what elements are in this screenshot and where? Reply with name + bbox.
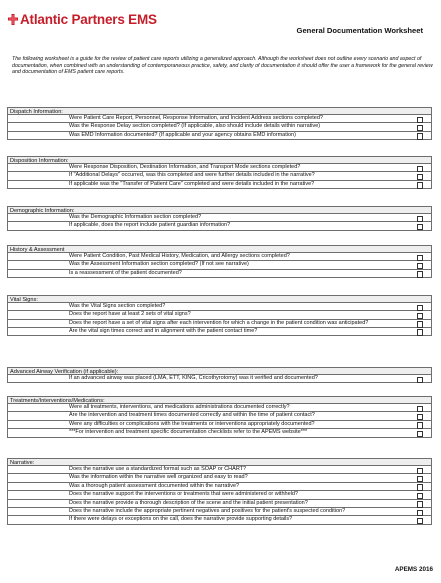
checklist-row — [7, 303, 432, 311]
checklist-row — [7, 270, 432, 278]
checkbox[interactable] — [417, 406, 424, 413]
checkbox[interactable] — [417, 484, 424, 491]
checkbox[interactable] — [417, 216, 424, 223]
checklist-question: Were any difficulties or complications with the treatments or interventions appropriately documented? — [69, 420, 315, 427]
section-treatments — [7, 396, 432, 438]
section-title: Demographic Information: — [7, 206, 432, 214]
checkbox[interactable] — [417, 133, 424, 140]
checkbox[interactable] — [417, 174, 424, 181]
checklist-question: Does the narrative use a standardized format such as SOAP or CHART? — [69, 466, 247, 472]
checklist-question: Were Response Disposition, Destination Information, and Transport Mode sections completed? — [69, 164, 301, 170]
section-advanced-airway — [7, 367, 432, 383]
checklist-question: Was the information within the narrative well organized and easy to read? — [69, 474, 248, 481]
checkbox[interactable] — [417, 271, 424, 278]
checkbox[interactable] — [417, 305, 424, 312]
checkbox[interactable] — [417, 263, 424, 270]
checklist-question: If "Additional Delays" occurred, was this completed and were further details included in the narrative? — [69, 172, 315, 179]
checklist-row — [7, 508, 432, 516]
intro-paragraph: The following worksheet is a guide for the review of patient care reports utilizing a generalized approach. Although the worksheet does not outline every scenario and aspect of documentation, when combined with an understanding of contemporaneous practice, safety, and clarity of documentation it should offer the user a framework for the general review and documentation of EMS patient care reports. — [12, 56, 433, 76]
section-history-assessment — [7, 245, 432, 278]
checklist-row — [7, 404, 432, 412]
section-dispatch — [7, 107, 432, 140]
section-title: Disposition Information: — [7, 156, 432, 164]
checklist-row — [7, 320, 432, 328]
section-disposition — [7, 156, 432, 189]
checklist-question: Are the intervention and treatment times documented correctly and within the time of patient contact? — [69, 412, 315, 419]
checkbox[interactable] — [417, 117, 424, 124]
checkbox[interactable] — [417, 166, 424, 173]
header — [8, 8, 433, 35]
checklist-question: If there were delays or exceptions on the call, does the narrative provide supporting details? — [69, 516, 293, 523]
checklist-question: Are the vital sign times correct and in alignment with the patient contact time? — [69, 327, 258, 334]
checkbox[interactable] — [417, 422, 424, 429]
checklist-question: ***For intervention and treatment specific documentation checklists refer to the APEMS website*** — [69, 429, 308, 436]
checklist-row — [7, 172, 432, 180]
checkbox[interactable] — [417, 468, 424, 475]
document-title: General Documentation Worksheet — [296, 26, 423, 35]
checklist-row — [7, 412, 432, 420]
checklist-row — [7, 181, 432, 189]
checkbox[interactable] — [417, 377, 424, 384]
checklist-row — [7, 474, 432, 482]
checklist-question: Were all treatments, interventions, and medications administrations documented correctly? — [69, 404, 290, 410]
checkbox[interactable] — [417, 414, 424, 421]
section-narrative — [7, 458, 432, 525]
checklist-question: Does the report have a set of vital signs after each intervention for which a change in the patient condition was anticipated? — [69, 319, 369, 326]
checklist-row — [7, 123, 432, 131]
checklist-question: Was a thorough patient assessment documented within the narrative? — [69, 482, 240, 489]
checkbox[interactable] — [417, 255, 424, 262]
checkbox[interactable] — [417, 510, 424, 517]
checklist-row — [7, 421, 432, 429]
logo — [8, 12, 157, 27]
checklist-question: Does the narrative support the interventions or treatments that were administered or withheld? — [69, 491, 298, 498]
section-title: Vital Signs: — [7, 295, 432, 303]
checklist-question: Were Patient Condition, Past Medical History, Medication, and Allergy sections completed? — [69, 253, 290, 259]
checkbox[interactable] — [417, 476, 424, 483]
checklist-question: Was the Response Delay section completed? (If applicable, also should include details within narrative) — [69, 123, 321, 130]
checklist-row — [7, 328, 432, 336]
checklist-question: Does the narrative include the appropriate pertinent negatives and positives for the patient's suspected condition? — [69, 508, 346, 515]
checkbox[interactable] — [417, 321, 424, 328]
checkbox[interactable] — [417, 329, 424, 336]
checklist-row — [7, 516, 432, 524]
checklist-question: Was the Vital Signs section completed? — [69, 303, 166, 309]
checklist-row — [7, 115, 432, 123]
checklist-question: Was the Demographic Information section completed? — [69, 214, 202, 220]
checkbox[interactable] — [417, 224, 424, 231]
checklist-row — [7, 429, 432, 437]
checklist-row — [7, 164, 432, 172]
section-title: History & Assessment — [7, 245, 432, 253]
checkbox[interactable] — [417, 182, 424, 189]
checklist-question: Were Patient Care Report, Personnel, Response Information, and Incident Address sections completed? — [69, 115, 323, 121]
checklist-question: Is a reassessment of the patient documented? — [69, 269, 182, 276]
checkbox[interactable] — [417, 431, 424, 438]
checklist-row — [7, 214, 432, 222]
checkbox[interactable] — [417, 501, 424, 508]
footer-label: APEMS 2016 — [394, 566, 433, 573]
checkbox[interactable] — [417, 518, 424, 525]
checklist-row — [7, 500, 432, 508]
checkbox[interactable] — [417, 313, 424, 320]
checklist-row — [7, 222, 432, 230]
checklist-row — [7, 253, 432, 261]
checklist-row — [7, 375, 432, 383]
checklist-row — [7, 491, 432, 499]
checklist-question: Does the report have at least 2 sets of vital signs? — [69, 311, 191, 318]
checklist-row — [7, 261, 432, 269]
checklist-question: Was the Assessment Information section completed? (If not see narrative) — [69, 261, 249, 268]
checklist-row — [7, 466, 432, 474]
checklist-question: Does the narrative provide a thorough description of the scene and the initial patient presentation? — [69, 499, 308, 506]
checklist-question: If applicable was the "Transfer of Patient Care" completed and were details included in the narrative? — [69, 180, 315, 187]
checklist-row — [7, 132, 432, 140]
checklist-row — [7, 483, 432, 491]
section-title: Dispatch Information: — [7, 107, 432, 115]
checklist-question: If applicable, does the report include patient guardian information? — [69, 222, 231, 229]
section-title: Treatments/Interventions/Medications: — [7, 396, 432, 404]
logo-text: Atlantic Partners EMS — [20, 12, 157, 27]
checklist-row — [7, 311, 432, 319]
section-demographic — [7, 206, 432, 231]
section-vital-signs — [7, 295, 432, 336]
checkbox[interactable] — [417, 125, 424, 132]
checklist-question: If an advanced airway was placed (LMA, ETT, KING, Cricothyrotomy) was it verified and documented? — [69, 375, 318, 381]
checkbox[interactable] — [417, 493, 424, 500]
section-title: Narrative: — [7, 458, 432, 466]
logo-cross-icon — [8, 14, 18, 25]
section-title: Advanced Airway Verification (if applicable): — [7, 367, 432, 375]
checklist-question: Was EMD Information documented? (If applicable and your agency obtains EMD information) — [69, 131, 296, 138]
